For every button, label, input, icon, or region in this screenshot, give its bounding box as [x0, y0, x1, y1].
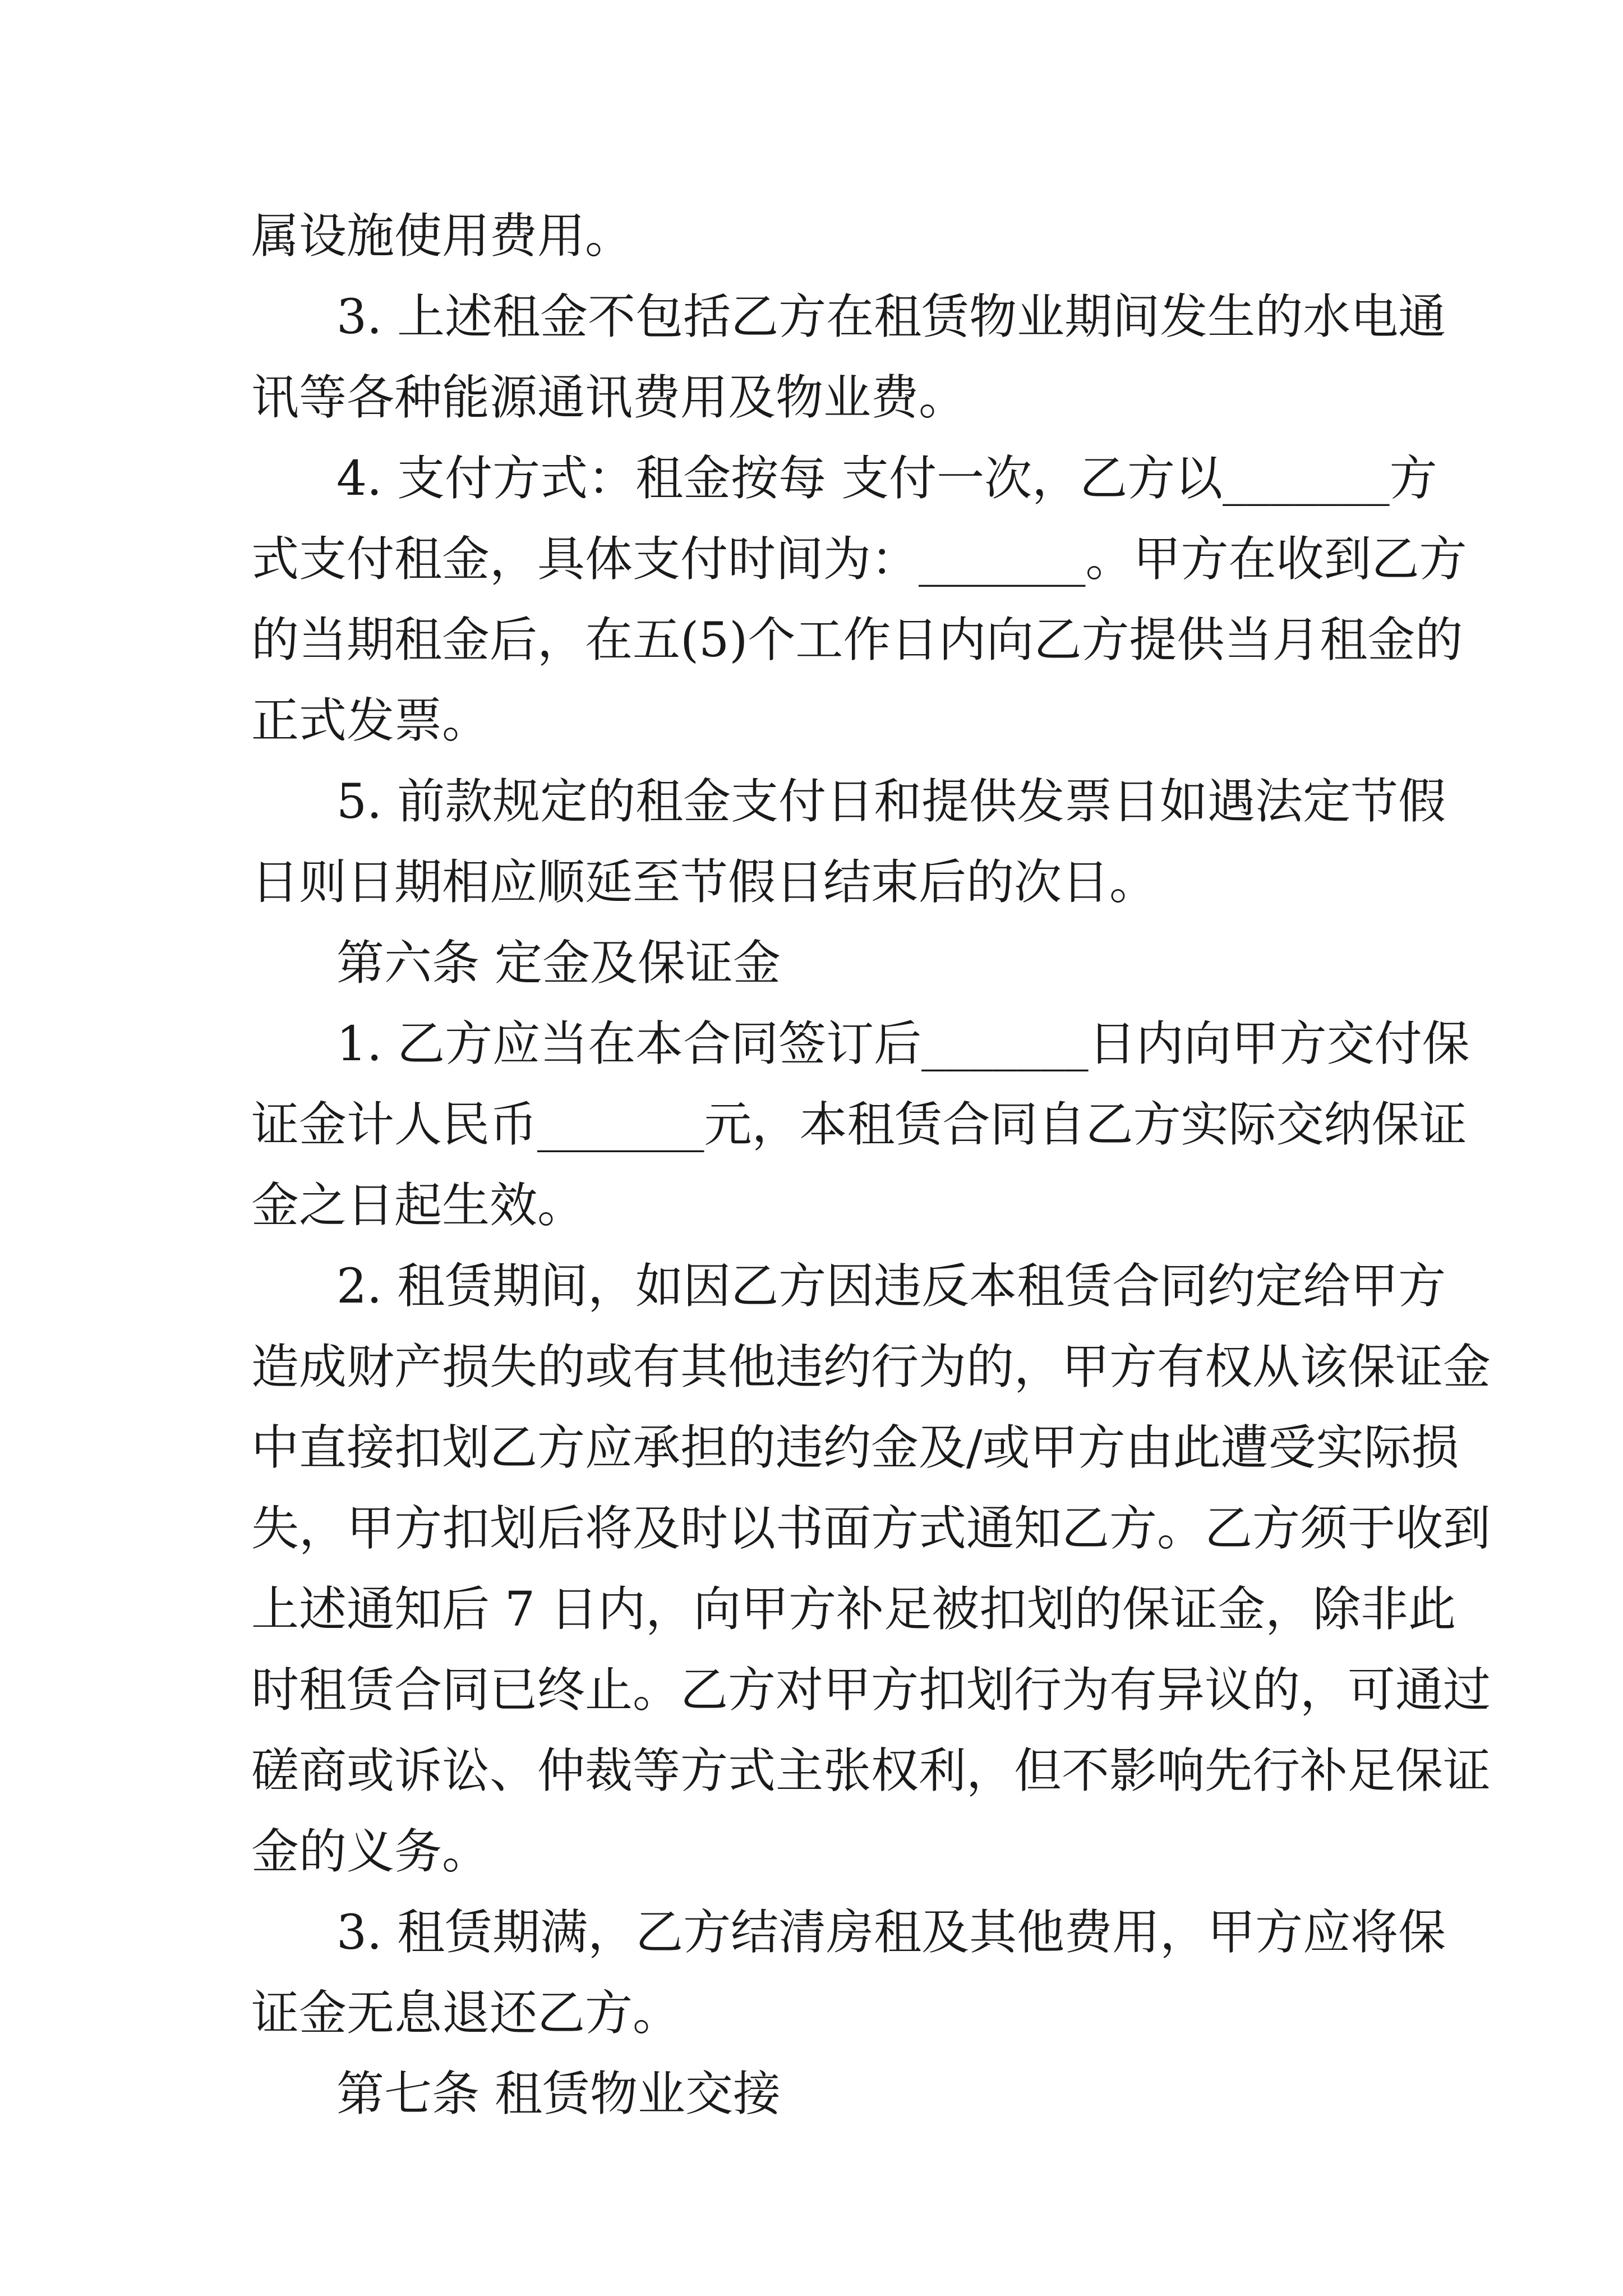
text-line: 金之日起生效。	[251, 1178, 585, 1234]
text-line: 讯等各种能源通讯费用及物业费。	[251, 370, 967, 426]
text-line: 失，甲方扣划后将及时以书面方式通知乙方。乙方须于收到	[251, 1501, 1491, 1557]
document-body	[251, 196, 1491, 2135]
text-line: 正式发票。	[251, 693, 490, 749]
text-line: 金的义务。	[251, 1824, 490, 1880]
text-line: 磋商或诉讼、仲裁等方式主张权利，但不影响先行补足保证	[251, 1743, 1491, 1799]
text-line: 证金无息退还乙方。	[251, 1986, 681, 2041]
text-line: 式支付租金，具体支付时间为：_______。甲方在收到乙方	[251, 532, 1467, 587]
text-line: 上述通知后 7 日内，向甲方补足被扣划的保证金，除非此	[251, 1582, 1456, 1637]
text-line: 时租赁合同已终止。乙方对甲方扣划行为有异议的，可通过	[251, 1663, 1491, 1718]
text-line: 5. 前款规定的租金支付日和提供发票日如遇法定节假	[336, 774, 1446, 830]
text-line: 1. 乙方应当在本合同签订后_______日内向甲方交付保	[336, 1016, 1470, 1072]
text-line: 中直接扣划乙方应承担的违约金及/或甲方由此遭受实际损	[251, 1420, 1459, 1476]
text-line: 证金计人民币_______元，本租赁合同自乙方实际交纳保证	[251, 1097, 1467, 1153]
text-line: 3. 上述租金不包括乙方在租赁物业期间发生的水电通	[336, 289, 1446, 345]
text-line: 2. 租赁期间，如因乙方因违反本租赁合同约定给甲方	[336, 1259, 1446, 1314]
text-line: 4. 支付方式：租金按每 支付一次，乙方以_______方	[336, 451, 1437, 507]
text-line: 属设施使用费用。	[251, 209, 633, 264]
text-line: 3. 租赁期满，乙方结清房租及其他费用，甲方应将保	[336, 1905, 1446, 1961]
text-line: 日则日期相应顺延至节假日结束后的次日。	[251, 855, 1158, 910]
section-heading: 第六条 定金及保证金	[336, 936, 781, 991]
text-line: 造成财产损失的或有其他违约行为的，甲方有权从该保证金	[251, 1340, 1491, 1395]
section-heading: 第七条 租赁物业交接	[336, 2067, 781, 2122]
text-line: 的当期租金后，在五(5)个工作日内向乙方提供当月租金的	[251, 613, 1463, 668]
